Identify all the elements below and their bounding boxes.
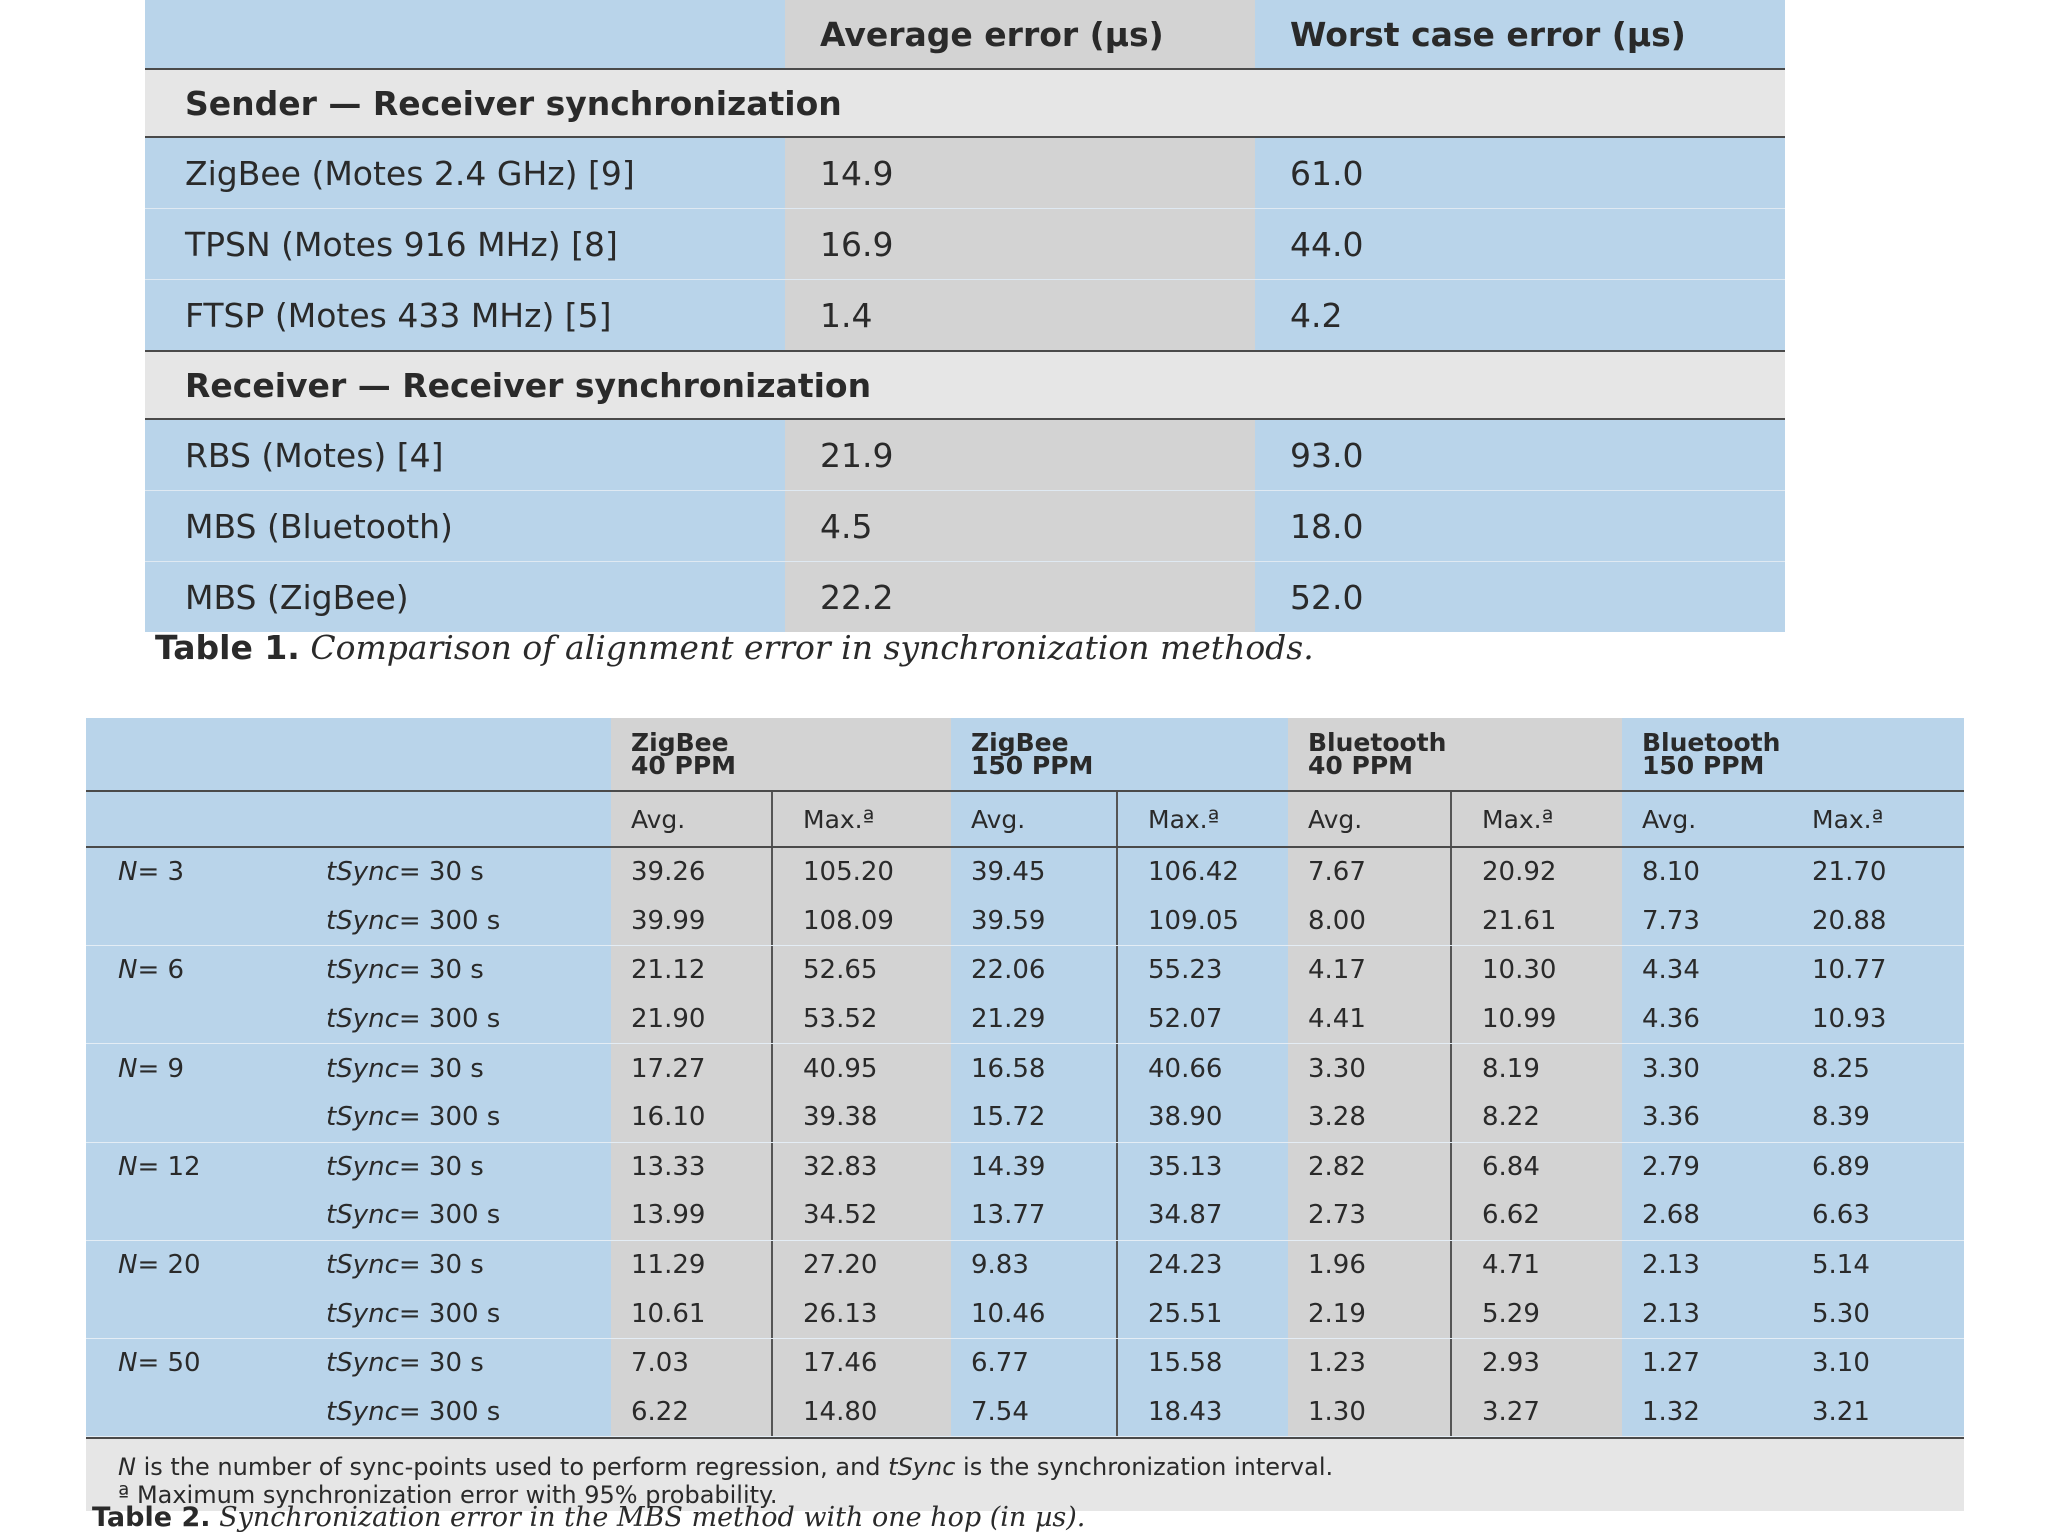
zigbee-150-avg-cell: 21.29	[951, 995, 1116, 1044]
footnote-tsync: tSync	[888, 1453, 956, 1482]
worst-cell: 18.0	[1255, 491, 1785, 561]
bluetooth-150-avg-cell: 7.73	[1622, 897, 1782, 946]
zigbee-150-avg-cell: 15.72	[951, 1093, 1116, 1142]
zigbee-40-max-cell: 53.52	[771, 995, 951, 1044]
avg-header: Avg.	[1288, 792, 1450, 846]
table-row	[145, 491, 1785, 562]
tsync-cell: tSync = 30 s	[311, 946, 611, 995]
bluetooth-150-avg-cell: 1.32	[1622, 1388, 1782, 1437]
table-2-subheader-row	[86, 792, 1964, 848]
group-line-1: ZigBee	[971, 728, 1069, 757]
zigbee-150-max-cell: 106.42	[1116, 848, 1288, 897]
n-cell: N = 9	[86, 1044, 311, 1093]
bluetooth-40-max-cell: 21.61	[1450, 897, 1622, 946]
worst-cell: 93.0	[1255, 420, 1785, 490]
bluetooth-40-avg-cell: 1.23	[1288, 1339, 1450, 1388]
table-2-body	[86, 848, 1964, 1437]
method-cell: TPSN (Motes 916 MHz) [8]	[145, 209, 785, 279]
table-row	[86, 1044, 1964, 1093]
group-line-1: ZigBee	[631, 728, 729, 757]
n-cell	[86, 1388, 311, 1437]
table-row	[145, 562, 1785, 632]
bluetooth-40-max-cell: 6.62	[1450, 1191, 1622, 1240]
zigbee-150-max-cell: 109.05	[1116, 897, 1288, 946]
footnote-line-2: ª Maximum synchronization error with 95% probability.	[118, 1481, 778, 1510]
n-cell	[86, 1093, 311, 1142]
table-1-caption-text: Comparison of alignment error in synchronization methods.	[310, 628, 1314, 667]
bluetooth-40-avg-cell: 8.00	[1288, 897, 1450, 946]
zigbee-40-max-cell: 17.46	[771, 1339, 951, 1388]
zigbee-40-avg-cell: 16.10	[611, 1093, 771, 1142]
bluetooth-150-max-cell: 6.63	[1782, 1191, 1964, 1240]
zigbee-150-avg-cell: 22.06	[951, 946, 1116, 995]
zigbee-40-avg-cell: 13.99	[611, 1191, 771, 1240]
footnote-line-1	[118, 1453, 1964, 1481]
bluetooth-40-avg-cell: 3.30	[1288, 1044, 1450, 1093]
zigbee-150-max-cell: 38.90	[1116, 1093, 1288, 1142]
group-header-bluetooth-150	[1622, 718, 1964, 790]
footnote-n: N	[118, 1453, 136, 1482]
table-row	[86, 1143, 1964, 1192]
bluetooth-150-avg-cell: 4.34	[1622, 946, 1782, 995]
zigbee-150-max-cell: 15.58	[1116, 1339, 1288, 1388]
bluetooth-150-max-cell: 8.25	[1782, 1044, 1964, 1093]
avg-header: Avg.	[611, 792, 771, 846]
table-2-caption-label: Table 2.	[92, 1502, 211, 1533]
group-header-zigbee-150	[951, 718, 1288, 790]
zigbee-150-max-cell: 24.23	[1116, 1241, 1288, 1290]
bluetooth-40-max-cell: 8.22	[1450, 1093, 1622, 1142]
max-header: Max.ª	[1450, 792, 1622, 846]
zigbee-150-avg-cell: 7.54	[951, 1388, 1116, 1437]
n-cell: N = 12	[86, 1143, 311, 1192]
average-cell: 21.9	[785, 420, 1255, 490]
zigbee-150-max-cell: 18.43	[1116, 1388, 1288, 1437]
method-cell: MBS (Bluetooth)	[145, 491, 785, 561]
bluetooth-150-max-cell: 5.30	[1782, 1289, 1964, 1338]
footnote-text-b: is the synchronization interval.	[955, 1453, 1334, 1482]
average-cell: 22.2	[785, 562, 1255, 632]
table-1-caption-label: Table 1.	[155, 628, 300, 667]
zigbee-40-max-cell: 108.09	[771, 897, 951, 946]
bluetooth-40-max-cell: 6.84	[1450, 1143, 1622, 1192]
table-row	[145, 280, 1785, 352]
table-row	[86, 1339, 1964, 1388]
tsync-cell: tSync = 30 s	[311, 1044, 611, 1093]
zigbee-150-avg-cell: 9.83	[951, 1241, 1116, 1290]
worst-cell: 4.2	[1255, 280, 1785, 350]
table-row	[145, 138, 1785, 209]
group-line-2: 150 PPM	[1642, 751, 1765, 780]
table-2-caption-text: Synchronization error in the MBS method with one hop (in µs).	[219, 1502, 1086, 1533]
bluetooth-150-avg-cell: 3.30	[1622, 1044, 1782, 1093]
header-empty-n	[86, 718, 311, 790]
zigbee-40-avg-cell: 21.12	[611, 946, 771, 995]
zigbee-40-avg-cell: 17.27	[611, 1044, 771, 1093]
bluetooth-150-max-cell: 21.70	[1782, 848, 1964, 897]
table-1-section-title: Receiver — Receiver synchronization	[145, 352, 1785, 420]
tsync-cell: tSync = 300 s	[311, 1289, 611, 1338]
method-cell: RBS (Motes) [4]	[145, 420, 785, 490]
zigbee-150-avg-cell: 39.59	[951, 897, 1116, 946]
footnote-text-a: is the number of sync-points used to perform regression, and	[135, 1453, 889, 1482]
average-cell: 1.4	[785, 280, 1255, 350]
zigbee-150-max-cell: 40.66	[1116, 1044, 1288, 1093]
zigbee-150-avg-cell: 14.39	[951, 1143, 1116, 1192]
tsync-cell: tSync = 300 s	[311, 995, 611, 1044]
table-1-header-worst: Worst case error (µs)	[1255, 0, 1785, 68]
table-row	[86, 946, 1964, 995]
bluetooth-40-avg-cell: 1.30	[1288, 1388, 1450, 1437]
tsync-cell: tSync = 300 s	[311, 1388, 611, 1437]
bluetooth-150-avg-cell: 1.27	[1622, 1339, 1782, 1388]
bluetooth-150-max-cell: 3.21	[1782, 1388, 1964, 1437]
zigbee-40-avg-cell: 13.33	[611, 1143, 771, 1192]
avg-header: Avg.	[1622, 792, 1782, 846]
table-1-header-row	[145, 0, 1785, 70]
group-line-2: 40 PPM	[631, 751, 737, 780]
zigbee-40-max-cell: 32.83	[771, 1143, 951, 1192]
zigbee-150-avg-cell: 13.77	[951, 1191, 1116, 1240]
zigbee-40-max-cell: 105.20	[771, 848, 951, 897]
bluetooth-40-avg-cell: 2.73	[1288, 1191, 1450, 1240]
zigbee-40-max-cell: 34.52	[771, 1191, 951, 1240]
zigbee-40-max-cell: 27.20	[771, 1241, 951, 1290]
bluetooth-40-max-cell: 20.92	[1450, 848, 1622, 897]
bluetooth-40-max-cell: 3.27	[1450, 1388, 1622, 1437]
table-2-caption	[92, 1502, 1085, 1533]
method-cell: ZigBee (Motes 2.4 GHz) [9]	[145, 138, 785, 208]
bluetooth-40-avg-cell: 2.19	[1288, 1289, 1450, 1338]
table-1	[145, 0, 1785, 632]
table-1-header-empty	[145, 0, 785, 68]
subheader-empty-n	[86, 792, 311, 846]
group-line-1: Bluetooth	[1308, 728, 1447, 757]
zigbee-150-max-cell: 25.51	[1116, 1289, 1288, 1338]
bluetooth-40-avg-cell: 7.67	[1288, 848, 1450, 897]
zigbee-40-max-cell: 26.13	[771, 1289, 951, 1338]
tsync-cell: tSync = 300 s	[311, 1093, 611, 1142]
method-cell: MBS (ZigBee)	[145, 562, 785, 632]
bluetooth-150-max-cell: 6.89	[1782, 1143, 1964, 1192]
group-line-2: 40 PPM	[1308, 751, 1414, 780]
zigbee-150-avg-cell: 10.46	[951, 1289, 1116, 1338]
zigbee-150-max-cell: 55.23	[1116, 946, 1288, 995]
table-row	[86, 995, 1964, 1045]
zigbee-40-max-cell: 39.38	[771, 1093, 951, 1142]
table-1-section-title: Sender — Receiver synchronization	[145, 70, 1785, 138]
zigbee-40-max-cell: 40.95	[771, 1044, 951, 1093]
n-cell	[86, 1191, 311, 1240]
bluetooth-40-avg-cell: 4.41	[1288, 995, 1450, 1044]
tsync-cell: tSync = 300 s	[311, 897, 611, 946]
zigbee-150-avg-cell: 16.58	[951, 1044, 1116, 1093]
tsync-cell: tSync = 30 s	[311, 848, 611, 897]
zigbee-40-avg-cell: 6.22	[611, 1388, 771, 1437]
zigbee-40-max-cell: 14.80	[771, 1388, 951, 1437]
worst-cell: 44.0	[1255, 209, 1785, 279]
bluetooth-150-avg-cell: 2.13	[1622, 1241, 1782, 1290]
n-cell: N = 3	[86, 848, 311, 897]
table-2-footnote	[86, 1437, 1964, 1511]
zigbee-40-avg-cell: 39.99	[611, 897, 771, 946]
table-row	[145, 420, 1785, 491]
bluetooth-40-max-cell: 10.99	[1450, 995, 1622, 1044]
max-header: Max.ª	[1782, 792, 1964, 846]
bluetooth-40-max-cell: 8.19	[1450, 1044, 1622, 1093]
zigbee-40-avg-cell: 39.26	[611, 848, 771, 897]
zigbee-40-avg-cell: 7.03	[611, 1339, 771, 1388]
tsync-cell: tSync = 300 s	[311, 1191, 611, 1240]
group-header-bluetooth-40	[1288, 718, 1622, 790]
worst-cell: 61.0	[1255, 138, 1785, 208]
table-row	[86, 1289, 1964, 1339]
bluetooth-40-max-cell: 10.30	[1450, 946, 1622, 995]
bluetooth-150-max-cell: 8.39	[1782, 1093, 1964, 1142]
bluetooth-150-avg-cell: 8.10	[1622, 848, 1782, 897]
bluetooth-150-avg-cell: 4.36	[1622, 995, 1782, 1044]
bluetooth-40-avg-cell: 3.28	[1288, 1093, 1450, 1142]
avg-header: Avg.	[951, 792, 1116, 846]
tsync-cell: tSync = 30 s	[311, 1241, 611, 1290]
zigbee-40-avg-cell: 21.90	[611, 995, 771, 1044]
table-1-caption	[155, 628, 1314, 667]
header-empty-tsync	[311, 718, 611, 790]
table-row	[86, 1241, 1964, 1290]
table-row	[86, 1388, 1964, 1438]
bluetooth-150-avg-cell: 3.36	[1622, 1093, 1782, 1142]
average-cell: 16.9	[785, 209, 1255, 279]
n-cell	[86, 995, 311, 1044]
bluetooth-40-avg-cell: 4.17	[1288, 946, 1450, 995]
worst-cell: 52.0	[1255, 562, 1785, 632]
zigbee-150-max-cell: 34.87	[1116, 1191, 1288, 1240]
bluetooth-150-avg-cell: 2.79	[1622, 1143, 1782, 1192]
bluetooth-150-avg-cell: 2.13	[1622, 1289, 1782, 1338]
bluetooth-150-avg-cell: 2.68	[1622, 1191, 1782, 1240]
zigbee-150-max-cell: 52.07	[1116, 995, 1288, 1044]
n-cell: N = 50	[86, 1339, 311, 1388]
bluetooth-40-avg-cell: 1.96	[1288, 1241, 1450, 1290]
tsync-cell: tSync = 30 s	[311, 1143, 611, 1192]
method-cell: FTSP (Motes 433 MHz) [5]	[145, 280, 785, 350]
n-cell: N = 6	[86, 946, 311, 995]
zigbee-40-max-cell: 52.65	[771, 946, 951, 995]
table-2-group-header-row	[86, 718, 1964, 792]
bluetooth-40-max-cell: 4.71	[1450, 1241, 1622, 1290]
table-1-header-average: Average error (µs)	[785, 0, 1255, 68]
bluetooth-40-avg-cell: 2.82	[1288, 1143, 1450, 1192]
bluetooth-150-max-cell: 5.14	[1782, 1241, 1964, 1290]
bluetooth-40-max-cell: 5.29	[1450, 1289, 1622, 1338]
table-row	[145, 209, 1785, 280]
tsync-cell: tSync = 30 s	[311, 1339, 611, 1388]
table-row	[86, 848, 1964, 897]
zigbee-150-avg-cell: 39.45	[951, 848, 1116, 897]
max-header: Max.ª	[771, 792, 951, 846]
bluetooth-40-max-cell: 2.93	[1450, 1339, 1622, 1388]
table-2	[86, 718, 1964, 1511]
table-row	[86, 1093, 1964, 1143]
group-header-zigbee-40	[611, 718, 951, 790]
group-line-2: 150 PPM	[971, 751, 1094, 780]
bluetooth-150-max-cell: 10.93	[1782, 995, 1964, 1044]
group-line-1: Bluetooth	[1642, 728, 1781, 757]
bluetooth-150-max-cell: 10.77	[1782, 946, 1964, 995]
table-row	[86, 897, 1964, 947]
bluetooth-150-max-cell: 20.88	[1782, 897, 1964, 946]
subheader-empty-tsync	[311, 792, 611, 846]
n-cell	[86, 1289, 311, 1338]
zigbee-150-avg-cell: 6.77	[951, 1339, 1116, 1388]
average-cell: 14.9	[785, 138, 1255, 208]
n-cell	[86, 897, 311, 946]
max-header: Max.ª	[1116, 792, 1288, 846]
zigbee-40-avg-cell: 11.29	[611, 1241, 771, 1290]
zigbee-40-avg-cell: 10.61	[611, 1289, 771, 1338]
average-cell: 4.5	[785, 491, 1255, 561]
bluetooth-150-max-cell: 3.10	[1782, 1339, 1964, 1388]
n-cell: N = 20	[86, 1241, 311, 1290]
table-row	[86, 1191, 1964, 1241]
zigbee-150-max-cell: 35.13	[1116, 1143, 1288, 1192]
